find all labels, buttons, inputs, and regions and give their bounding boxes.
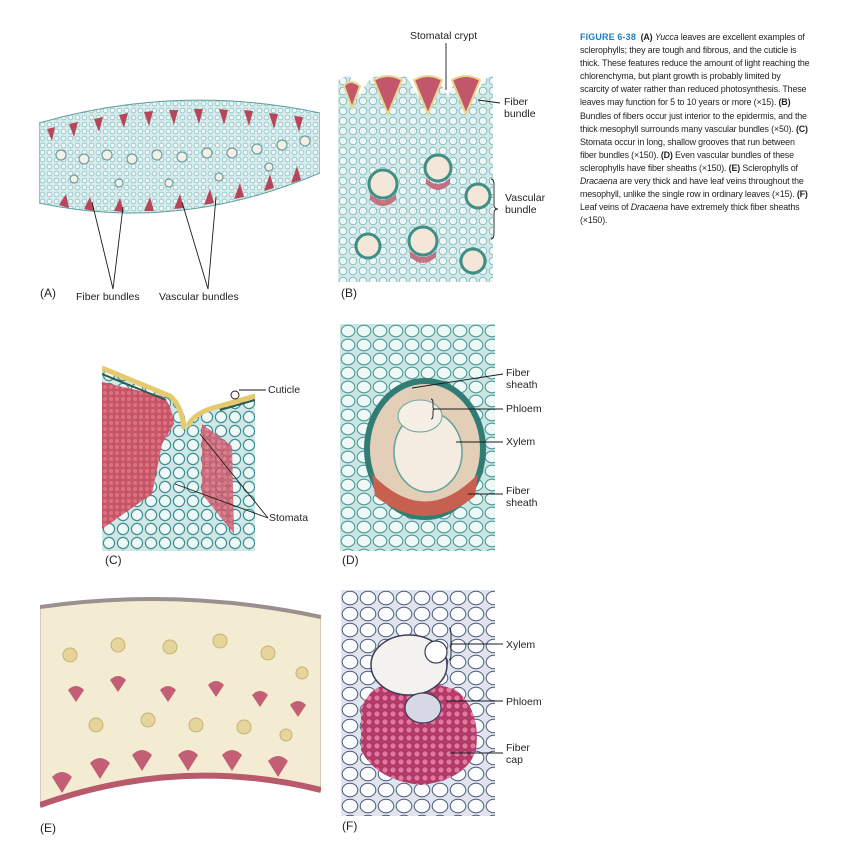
caption-tag-d: (D)	[660, 149, 673, 160]
caption-tag-e: (E)	[728, 162, 741, 173]
panel-label-e: (E)	[40, 821, 56, 835]
caption-text-e1: Sclerophylls of	[740, 162, 798, 173]
caption-tag-c: (C)	[795, 123, 808, 134]
micrograph-a	[39, 93, 320, 283]
figure-number: FIGURE 6-38	[580, 32, 636, 42]
label-fiber-sheath-bottom-line2: sheath	[506, 497, 538, 509]
caption-species-e: Dracaena	[580, 176, 618, 187]
caption-text-d: Even vascular bundles of these sclerophylls have fiber sheaths (×150).	[580, 149, 794, 173]
label-fiber-cap-line1: Fiber	[506, 742, 530, 754]
label-fiber-sheath-top-line2: sheath	[506, 379, 538, 391]
panel-label-b: (B)	[341, 286, 357, 300]
label-phloem-d: Phloem	[506, 403, 542, 415]
caption-text-f1: Leaf veins of	[580, 202, 631, 213]
label-vascular-bundle	[505, 192, 545, 216]
micrograph-f	[341, 590, 495, 816]
caption-text-f2: have extremely thick fiber sheaths (×150).	[580, 202, 800, 226]
panel-label-f: (F)	[342, 819, 358, 833]
label-stomata: Stomata	[269, 512, 309, 524]
micrograph-b	[338, 56, 493, 282]
caption-text-e2: are very thick and have leaf veins throughout the mesophyll, unlike the single row in ordinary leaves (×15).	[580, 176, 804, 200]
label-xylem-f: Xylem	[506, 639, 536, 651]
label-phloem-f: Phloem	[506, 696, 542, 708]
label-vascular-bundles: Vascular bundles	[159, 291, 239, 303]
caption-text-b: Bundles of fibers occur just interior to the epidermis, and the thick mesophyll surrounds many vascular bundles (×50).	[580, 110, 807, 134]
label-fiber-bundle	[504, 96, 536, 120]
label-fiber-bundle-line1: Fiber	[504, 96, 528, 108]
micrograph-d	[340, 324, 495, 551]
label-fiber-sheath-top	[506, 367, 538, 391]
label-fiber-cap	[506, 742, 530, 766]
caption-text-a: leaves are excellent examples of sclerophylls; they are tough and fibrous, and the cuticle is thick. These features reduce the amount of light reaching the chlorenchyma, but plant growth is probably limited by scarcity of water rather than reduced photosynthesis. These leaves may function for 5 to 10 years or more (×15).	[580, 32, 810, 108]
label-vascular-bundle-line1: Vascular	[505, 192, 546, 204]
panel-label-c: (C)	[105, 553, 122, 567]
label-fiber-sheath-top-line1: Fiber	[506, 367, 530, 379]
caption-tag-a: (A)	[640, 32, 653, 42]
label-vascular-bundle-line2: bundle	[505, 204, 537, 216]
caption-species-a: Yucca	[654, 32, 679, 42]
micrograph-c	[102, 354, 255, 551]
caption-species-f: Dracaena	[630, 202, 668, 213]
label-fiber-sheath-bottom-line1: Fiber	[506, 485, 530, 497]
label-fiber-cap-line2: cap	[506, 754, 523, 766]
figure-caption	[580, 31, 810, 227]
caption-tag-f: (F)	[796, 189, 808, 200]
panel-label-d: (D)	[342, 553, 359, 567]
label-fiber-sheath-bottom	[506, 485, 538, 509]
caption-text-c: Stomata occur in long, shallow grooves that run between fiber bundles (×150).	[580, 136, 795, 160]
label-fiber-bundles: Fiber bundles	[76, 291, 140, 303]
label-xylem-d: Xylem	[506, 436, 536, 448]
panel-label-a: (A)	[40, 286, 56, 300]
caption-tag-b: (B)	[778, 97, 791, 108]
micrograph-e	[40, 595, 321, 815]
label-stomatal-crypt: Stomatal crypt	[410, 30, 478, 42]
label-fiber-bundle-line2: bundle	[504, 108, 536, 120]
label-cuticle: Cuticle	[268, 384, 301, 396]
